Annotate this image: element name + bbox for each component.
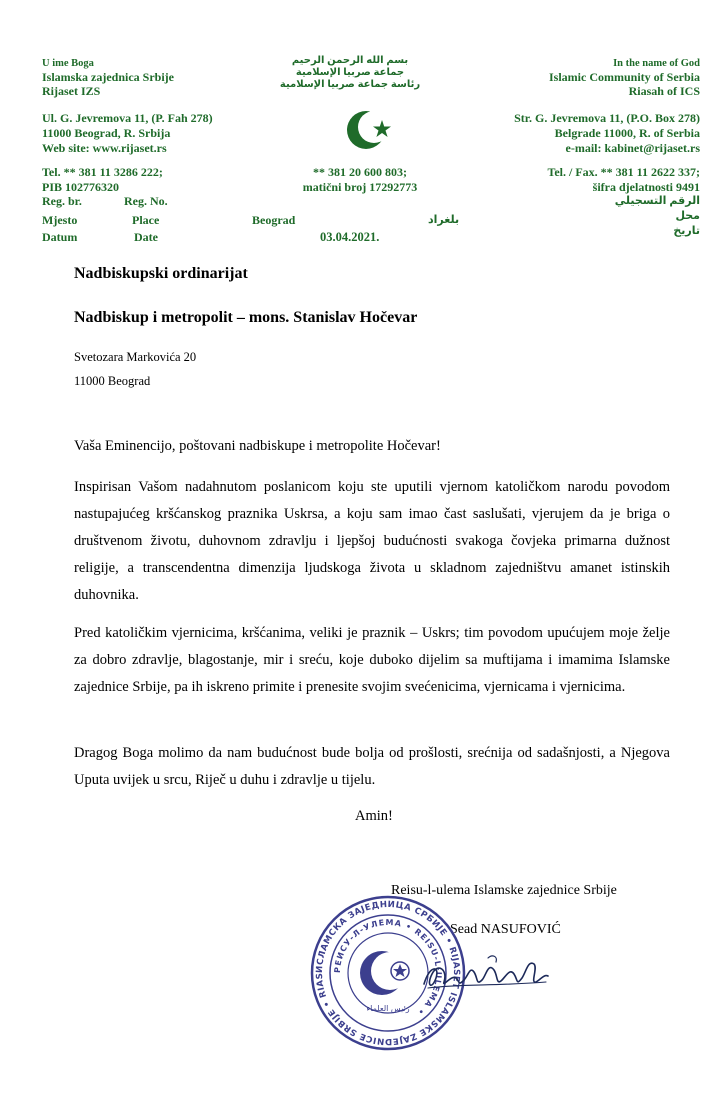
- header-right-date-ar: تاريخ: [673, 225, 700, 237]
- date-label: Datum: [42, 230, 78, 244]
- header-right-addr1: Str. G. Jevremova 11, (P.O. Box 278): [514, 111, 700, 125]
- header-left-line3: Rijaset IZS: [42, 84, 101, 98]
- reg-label-en: Reg. No.: [124, 194, 168, 208]
- place-value-ar: بلغراد: [428, 214, 460, 226]
- header-left-line1: U ime Boga: [42, 58, 94, 69]
- paragraph-3: [74, 740, 670, 794]
- header-left-pib: PIB 102776320: [42, 180, 120, 194]
- signature-title: Reisu-l-ulema Islamske zajednice Srbije: [391, 883, 617, 898]
- header-center-block: [270, 55, 430, 91]
- signature-name: Sead NASUFOVIĆ: [450, 922, 561, 937]
- stamp-arabic-text: رئيس العلماء: [366, 1004, 410, 1013]
- header-right-line2: Islamic Community of Serbia: [549, 70, 700, 84]
- header-right-place-ar: محل: [675, 210, 700, 222]
- header-right-reg-ar: الرقم التسجيلي: [614, 195, 700, 207]
- header-left-tel: Tel. ** 381 11 3286 222;: [42, 165, 163, 179]
- header-center-line2: جماعة صربيا الإسلامية: [295, 67, 405, 78]
- header-right-address: [420, 111, 700, 156]
- paragraph-3-text: Dragog Boga molimo da nam budućnost bude bolja od prošlosti, srećnija od sadašnjosti, a Njegova Uputa uvijek u srcu, Riječ u duhu i zdravlje u tijelu.: [74, 745, 670, 788]
- header-right-contact: [420, 165, 700, 195]
- reg-label: Reg. br.: [42, 194, 82, 208]
- header-left-address: [42, 111, 213, 156]
- place-label-en: Place: [132, 213, 160, 227]
- stamp-inner-text: РЕИСУ-Л-УЛЕМА • REISU-L-ULEMA •: [332, 917, 444, 1018]
- place-value: Beograd: [252, 213, 296, 227]
- recipient-line2: Nadbiskup i metropolit – mons. Stanislav Hočevar: [74, 309, 418, 326]
- header-right-line3: Riasah of ICS: [628, 84, 700, 98]
- recipient-line1: Nadbiskupski ordinarijat: [74, 265, 248, 282]
- header-center-reg: matični broj 17292773: [302, 180, 418, 194]
- stamp-outer-text: ИСЛАМСКА ЗАЈЕДНИЦА СРБИЈЕ • RIJASET ISLAMSKE ZAJEDNICE SRBIJE • RIAS: [314, 899, 462, 1047]
- header-right-line1: In the name of God: [613, 58, 700, 69]
- paragraph-1-text: Inspirisan Vašom nadahnutom poslanicom koju ste uputili vjernom katoličkom narodu povodom nastupajućeg kršćanskog praznika Uskrsa, a koju sam imao čast saslušati, vjerujem da je briga o društvenom životu, duhovnom zdravlju i ljepšoj budućnosti svakoga čovjeka primarna dužnost religije, a transcendentna dimenzija ljudskoga života u skladnom zajedništvu amanet istinskih duhovnika.: [74, 479, 670, 603]
- header-right-sifra: šifra djelatnosti 9491: [592, 180, 700, 194]
- paragraph-2: [74, 620, 670, 701]
- closing: Amin!: [355, 808, 393, 824]
- paragraph-2-text: Pred katoličkim vjernicima, kršćanima, veliki je praznik – Uskrs; tim povodom upućujem moje želje za dobro zdravlje, blagostanje, mir i sreću, koje duboko dijelim sa muftijama i imamima Islamske zajednice Srbije, pa ih iskreno primite i prenesite svojim svećenicima, vjernicama i vjernicima.: [74, 625, 670, 695]
- header-right-arabic: [580, 194, 700, 239]
- header-left-addr2: 11000 Beograd, R. Srbija: [42, 126, 171, 140]
- header-right-addr3: e-mail: kabinet@rijaset.rs: [565, 141, 700, 155]
- paragraph-1: [74, 474, 670, 609]
- place-label: Mjesto: [42, 213, 78, 227]
- header-left-contact: [42, 165, 163, 195]
- header-left-addr1: Ul. G. Jevremova 11, (P. Fah 278): [42, 111, 213, 125]
- date-value: 03.04.2021.: [320, 230, 380, 244]
- header-center-basmala: بسم الله الرحمن الرحيم: [291, 55, 409, 66]
- header-left-block: [42, 57, 174, 98]
- recipient-street: Svetozara Markovića 20: [74, 350, 197, 364]
- salutation: Vaša Eminencijo, poštovani nadbiskupe i metropolite Hočevar!: [74, 438, 441, 454]
- header-right-tel: Tel. / Fax. ** 381 11 2622 337;: [547, 165, 700, 179]
- recipient-city: 11000 Beograd: [74, 374, 151, 388]
- header-right-addr2: Belgrade 11000, R. of Serbia: [554, 126, 700, 140]
- header-left-line2: Islamska zajednica Srbije: [42, 70, 174, 84]
- header-left-addr3: Web site: www.rijaset.rs: [42, 141, 167, 155]
- header-right-block: [460, 57, 700, 98]
- date-label-en: Date: [134, 230, 158, 244]
- header-center-tel: ** 381 20 600 803;: [313, 165, 407, 179]
- header-center-line3: رئاسة جماعة صربيا الإسلامية: [279, 79, 421, 90]
- handwritten-signature: [418, 944, 558, 1004]
- crescent-star-icon: [344, 106, 394, 154]
